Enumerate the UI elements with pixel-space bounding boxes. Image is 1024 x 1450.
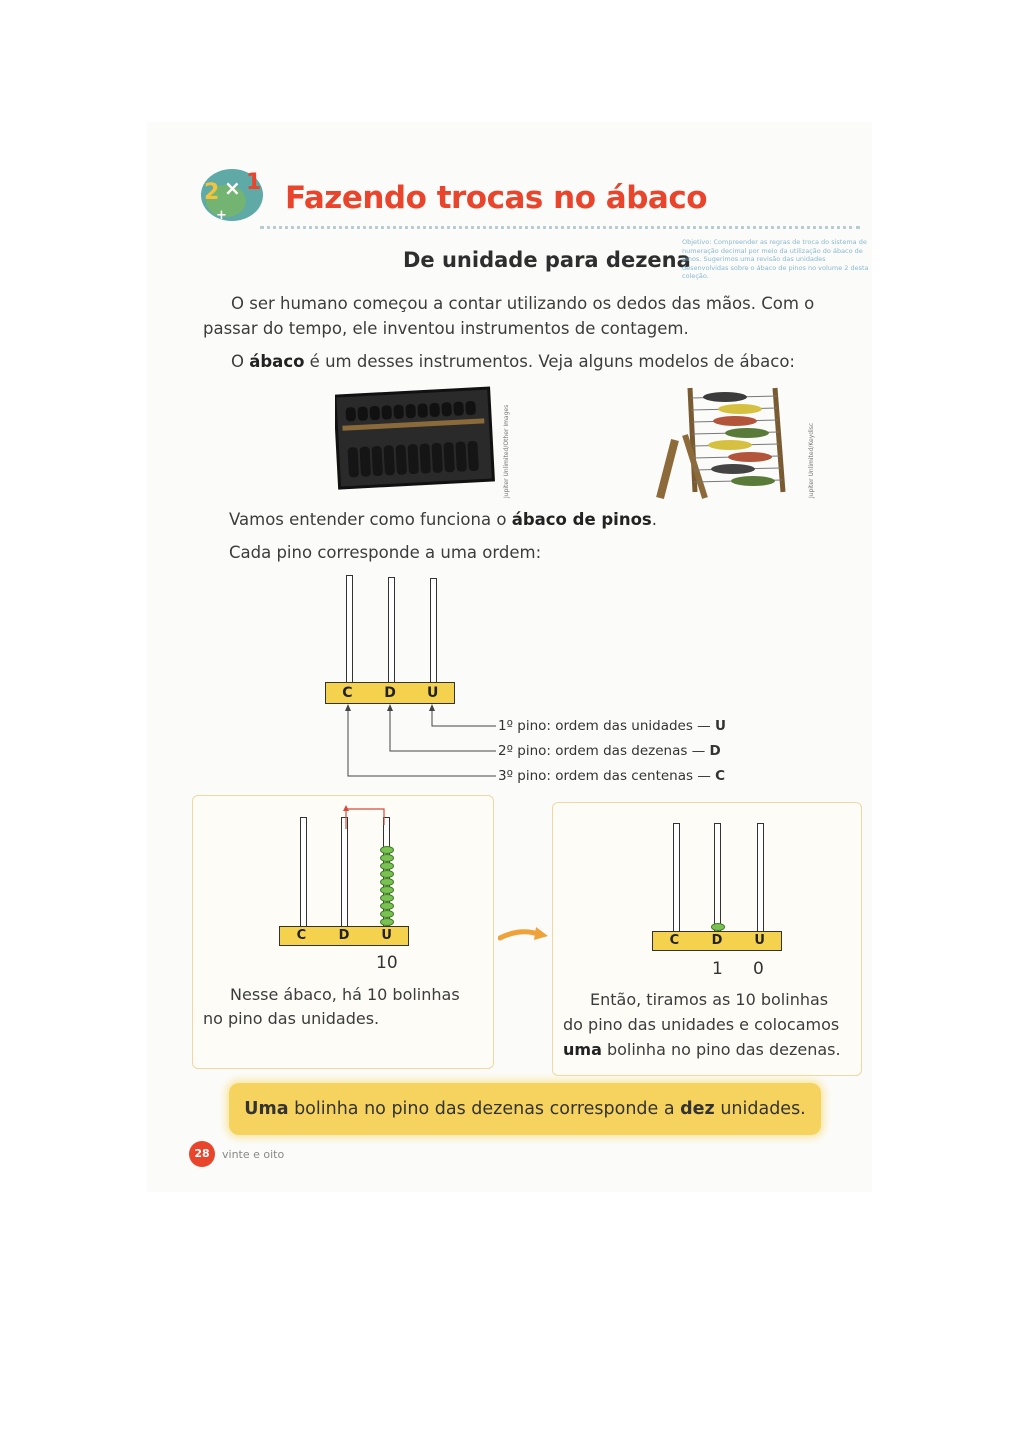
page-number-badge: 28 (189, 1141, 215, 1167)
leader-lines (340, 704, 510, 784)
bead (380, 870, 394, 878)
page-title: Fazendo trocas no ábaco (285, 180, 708, 216)
photo-credit-1: Jupiter Unlimited/Other Images (503, 404, 510, 498)
base-letter-c: C (342, 685, 353, 701)
pin-hundreds (300, 817, 307, 927)
bead (380, 902, 394, 910)
intro-paragraph-2: O ábaco é um desses instrumentos. Veja alguns modelos de ábaco: (231, 352, 795, 371)
legend-item-1: 1º pino: ordem das unidades — U (498, 718, 726, 734)
abacus-value: 10 (376, 953, 398, 973)
box-after-text-1: Então, tiramos as 10 bolinhas (590, 990, 829, 1009)
box-before-text-2: no pino das unidades. (203, 1009, 380, 1028)
base-letter-d: D (384, 685, 396, 701)
bead (711, 923, 725, 931)
pin-hundreds (346, 575, 353, 683)
digit-units: 0 (753, 959, 764, 979)
arrow-right-icon (498, 924, 550, 946)
svg-text:1: 1 (246, 170, 262, 195)
svg-text:×: × (224, 176, 241, 200)
legend-item-3: 3º pino: ordem das centenas — C (498, 768, 726, 784)
math-operations-icon (196, 163, 270, 225)
base-letter-u: U (381, 928, 392, 943)
section-subtitle: De unidade para dezena (403, 248, 691, 272)
exchange-arrow-icon (342, 803, 390, 833)
abacus-base (652, 931, 782, 951)
base-letter-c: C (296, 928, 307, 943)
intro-line-2: passar do tempo, ele inventou instrumentos de contagem. (203, 319, 689, 338)
pin-units (430, 578, 437, 683)
box-after-text-2: do pino das unidades e colocamos (563, 1015, 840, 1034)
abacus-base (325, 682, 455, 704)
base-letter-u: U (426, 685, 439, 701)
pin-hundreds (673, 823, 680, 933)
bead (380, 846, 394, 854)
base-letter-u: U (754, 933, 765, 948)
intro-line-1: O ser humano começou a contar utilizando os dedos das mãos. Com o (231, 294, 815, 313)
explain-line-2: Cada pino corresponde a uma ordem: (229, 543, 542, 562)
key-concept-callout: Uma bolinha no pino das dezenas corresponde a dez unidades. (229, 1083, 821, 1135)
abacus-photo-1 (335, 386, 495, 491)
bead (380, 894, 394, 902)
bead (380, 878, 394, 886)
explain-line-1: Vamos entender como funciona o ábaco de pinos. (229, 510, 657, 529)
base-letter-d: D (338, 928, 350, 943)
bead (380, 910, 394, 918)
box-after-text-3: uma bolinha no pino das dezenas. (563, 1040, 841, 1059)
bead (380, 886, 394, 894)
bead (380, 918, 394, 926)
bead (380, 854, 394, 862)
photo-credit-2: Jupiter Unlimited/Keydisc (808, 422, 815, 498)
abacus-photo-2 (655, 380, 805, 500)
pin-units (757, 823, 764, 933)
svg-text:2: 2 (204, 180, 220, 205)
box-before-text-1: Nesse ábaco, há 10 bolinhas (230, 985, 460, 1004)
pin-tens (341, 817, 348, 927)
objective-note: Objetivo: Compreender as regras de troca do sistema de numeração decimal por meio da utilização do ábaco de pinos. Sugerimos uma revisão das unidades desenvolvidas sobre o ábaco de pinos no volume 2 desta coleção. (682, 238, 869, 280)
bead (380, 862, 394, 870)
pin-tens (714, 823, 721, 933)
base-letter-d: D (711, 933, 723, 948)
pin-tens (388, 577, 395, 683)
page-number-words: vinte e oito (222, 1148, 285, 1161)
legend-item-2: 2º pino: ordem das dezenas — D (498, 743, 721, 759)
base-letter-c: C (669, 933, 680, 948)
abacus-base (279, 926, 409, 946)
svg-text:+: + (216, 208, 227, 223)
digit-tens: 1 (712, 959, 723, 979)
title-divider (260, 226, 860, 229)
